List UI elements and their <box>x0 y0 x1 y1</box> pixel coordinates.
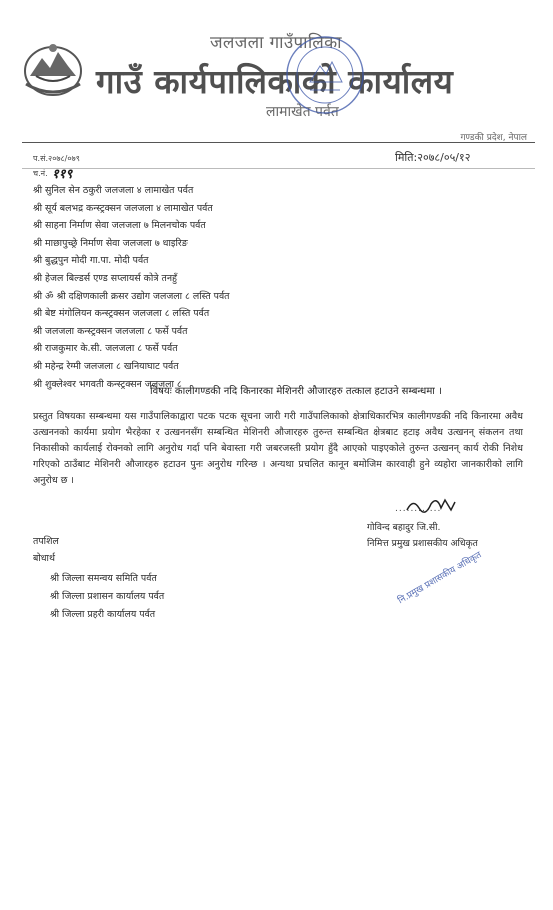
recipient-item: श्री राजकुमार के.सी. जलजला ८ फर्से पर्वत <box>33 343 178 355</box>
tapasil-label: तपशिल <box>33 536 59 547</box>
cc-item: श्री जिल्ला प्रशासन कार्यालय पर्वत <box>50 591 165 602</box>
letter-body: प्रस्तुत विषयका सम्बन्धमा यस गाउँपालिकाद्वारा पटक पटक सूचना जारी गरी गाउँपालिकाको क्षेत्राधिकारभित्र कालीगण्डकी नदि किनारमा अवैध उत्खननको कार्यमा प्रयोग भैरहेका र उत्खननसँग सम्बन्धित मेशिनरी औजारहरु तुरुन्त सम्बन्धित क्षेत्रबाट हटाइ अवैध उत्खनन् संकलन तथा निकासीको कार्यलाई रोक्नको लागि अनुरोध गर्दा पनि बेवास्ता गरी जबरजस्ती प्रयोग हुँदै आएको पाइएकोले तुरुन्त उत्खनन् कार्य रोकी निशेध गरिएको ठाउँबाट मेशिनरी औजारहरु हटाउन पुनः अनुरोध गरिन्छ । अन्यथा प्रचलित कानून बमोजिम कारवाही हुने व्यहोरा जानकारीको लागि अनुरोध छ । <box>33 411 523 486</box>
chalani-label: च.नं. <box>33 169 48 178</box>
reference-number: प.सं.२०७८/०७९ <box>33 154 80 163</box>
recipient-list <box>33 182 230 393</box>
letterhead-province: गण्डकी प्रदेश, नेपाल <box>460 133 527 143</box>
recipient-item: श्री महेन्द्र रेग्मी जलजला ८ खनियाघाट पर्वत <box>33 360 179 372</box>
signatory-title: निमित्त प्रमुख प्रशासकीय अधिकृत <box>367 538 478 549</box>
recipient-item: श्री ॐ श्री दक्षिणकाली क्रसर उद्योग जलजला ८ लस्ति पर्वत <box>33 290 230 302</box>
chalani-number: ११९ <box>52 167 73 182</box>
letterhead-title: गाउँ कार्यपालिकाको कार्यालय <box>96 62 454 101</box>
recipient-item: श्री जलजला कन्स्ट्रक्सन जलजला ८ फर्से पर्वत <box>33 325 188 337</box>
date-label: मिति: <box>395 151 418 164</box>
recipient-item: श्री बुद्धपुन मोदी गा.पा. मोदी पर्वत <box>33 255 149 267</box>
letter-date <box>395 150 470 165</box>
letterhead-municipality: जलजला गाउँपालिका <box>210 33 342 53</box>
date-rule <box>22 168 535 169</box>
letter-subject: विषयः कालीगण्डकी नदि किनारका मेशिनरी औजारहरु तत्काल हटाउने सम्बन्धमा । <box>150 386 442 397</box>
cc-item: श्री जिल्ला प्रहरी कार्यालय पर्वत <box>50 609 156 620</box>
date-value: २०७८/०५/१२ <box>417 151 471 164</box>
office-stamp-icon <box>280 30 370 120</box>
recipient-item: श्री हेजल बिल्डर्स एण्ड सप्लायर्स कोत्रे तनहुँ <box>33 272 177 284</box>
letterhead-location: लामाखेत पर्वत <box>266 104 339 120</box>
cc-heading: बोधार्थ <box>33 553 55 564</box>
recipient-item: श्री साहना निर्माण सेवा जलजला ७ मिलनचोक पर्वत <box>33 220 206 232</box>
cc-list <box>50 570 164 624</box>
signatory-stamp: नि.प्रमुख प्रशासकीय अधिकृत <box>396 550 484 607</box>
cc-item: श्री जिल्ला समन्वय समिति पर्वत <box>50 573 157 584</box>
recipient-item: श्री माछापुच्छ्रे निर्माण सेवा जलजला ७ धाइरिङ <box>33 237 188 249</box>
nepal-emblem-icon <box>22 38 84 100</box>
header-rule <box>22 142 535 143</box>
signatory-name: गोविन्द बहादुर जि.सी. <box>367 522 441 533</box>
recipient-item: श्री बेष्ट मंगोलियन कन्स्ट्रक्सन जलजला ८ लस्ति पर्वत <box>33 308 210 320</box>
signature-dots: ............ <box>395 504 442 514</box>
recipient-item: श्री शुक्लेश्वर भगवती कन्स्ट्रक्सन जलजला ८ <box>33 378 182 390</box>
recipient-item: श्री सूर्य बलभद्र कन्स्ट्रक्सन जलजला ४ लामाखेत पर्वत <box>33 202 213 214</box>
recipient-item: श्री सुनिल सेन ठकुरी जलजला ४ लामाखेत पर्वत <box>33 185 194 196</box>
